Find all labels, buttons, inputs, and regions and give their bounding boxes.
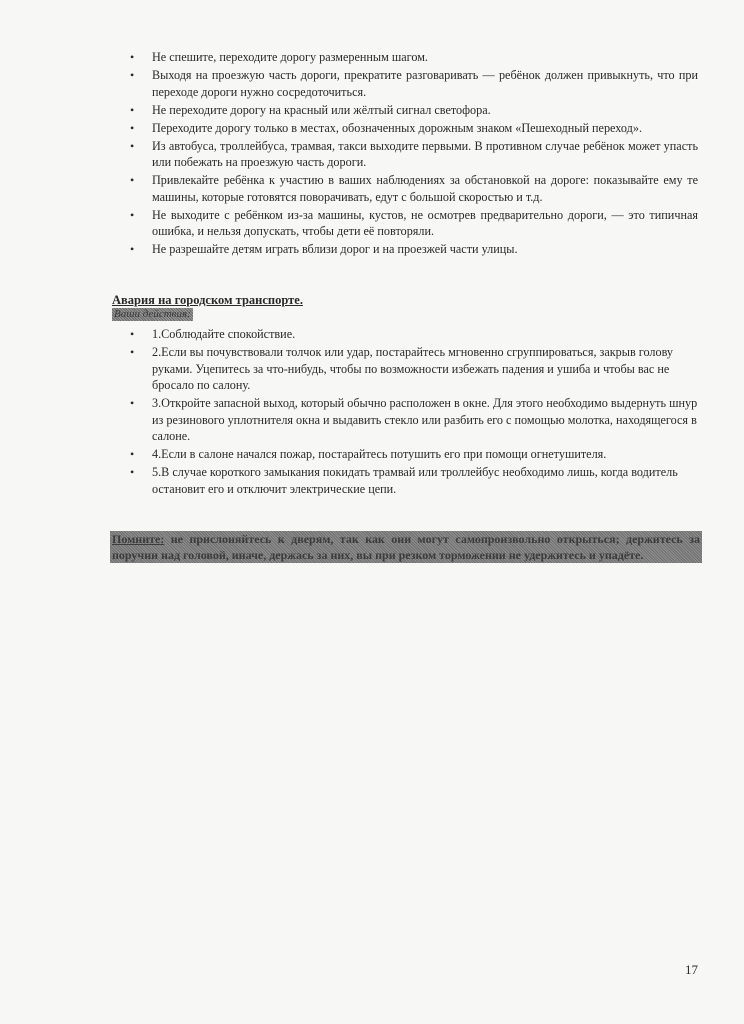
list-item: • Из автобуса, троллейбуса, трамвая, такси выходите первыми. В противном случае ребёнок может упасть или побежать на проезжую часть дороги. [130,138,698,171]
accident-actions-list [130,326,698,499]
section-heading: Авария на городском транспорте. [112,293,303,307]
list-item: • 4.Если в салоне начался пожар, постарайтесь потушить его при помощи огнетушителя. [130,446,698,463]
list-item: • 5.В случае короткого замыкания покидать трамвай или троллейбус необходимо лишь, когда водитель остановит его и отключит электрические цепи. [130,464,698,497]
list-item: • 2.Если вы почувствовали толчок или удар, постарайтесь мгновенно сгруппироваться, закрыв голову руками. Уцепитесь за что-нибудь, чтобы по возможности избежать падения и ушиба и чтобы вас не бросало по салону. [130,344,698,394]
list-item: • Не разрешайте детям играть вблизи дорог и на проезжей части улицы. [130,241,698,258]
list-item: • 3.Откройте запасной выход, который обычно расположен в окне. Для этого необходимо выдернуть шнур из резинового уплотнителя окна и выдавить стекло или разбить его с помощью молотка, находящегося в салоне. [130,395,698,445]
note-block [110,531,702,563]
list-item: • Не переходите дорогу на красный или жёлтый сигнал светофора. [130,102,698,119]
page-number: 17 [685,962,698,977]
note-lead: Помните: [112,532,165,546]
list-item: • Привлекайте ребёнка к участию в ваших наблюдениях за обстановкой на дороге: показывайте ему те машины, которые готовятся поворачивать, едут с большой скоростью и т.д. [130,172,698,205]
note-text: не прислоняйтесь к дверям, так как они могут самопроизвольно открыться; держитесь за поручни над головой, иначе, держась за них, вы при резком торможении не удержитесь и упадёте. [112,532,700,562]
list-item: • Не спешите, переходите дорогу размеренным шагом. [130,49,698,66]
list-item: • Не выходите с ребёнком из-за машины, кустов, не осмотрев предварительно дороги, — это типичная ошибка, и нельзя допускать, чтобы дети её повторяли. [130,207,698,240]
list-item: • Выходя на проезжую часть дороги, прекратите разговаривать — ребёнок должен привыкнуть, что при переходе дороги нужно сосредоточиться. [130,67,698,100]
list-item: • 1.Соблюдайте спокойствие. [130,326,698,343]
section-subheading: Ваши действия: [114,308,191,320]
pedestrian-rules-list [130,49,698,259]
list-item: • Переходите дорогу только в местах, обозначенных дорожным знаком «Пешеходный переход». [130,120,698,137]
